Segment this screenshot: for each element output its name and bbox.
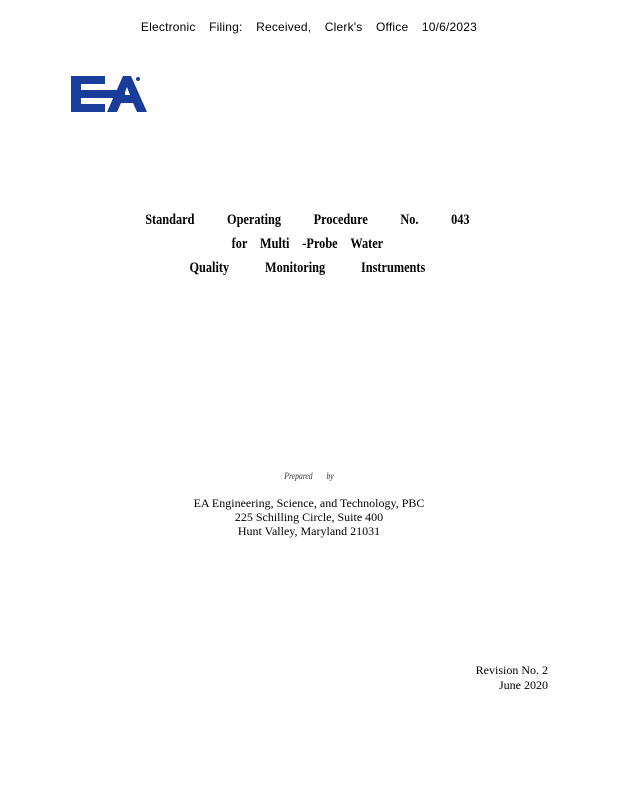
title-line-1: Standard Operating Procedure No. 043 [145,212,470,228]
organization-city: Hunt Valley, Maryland 21031 [237,524,381,538]
revision-block [476,663,548,693]
organization-address [0,496,618,538]
revision-date: June 2020 [499,678,548,692]
revision-number: Revision No. 2 [475,663,548,677]
prepared-by-label: Prepared by [284,471,334,481]
title-line-3: Quality Monitoring Instruments [189,260,426,276]
organization-street: 225 Schilling Circle, Suite 400 [234,510,384,524]
ea-logo-icon [71,76,147,112]
filing-stamp: Electronic Filing: Received, Clerk's Office 10/6/2023 [140,20,478,34]
title-line-2: for Multi -Probe Water [231,236,384,252]
organization-name: EA Engineering, Science, and Technology, PBC [193,496,425,510]
document-title [54,208,561,280]
